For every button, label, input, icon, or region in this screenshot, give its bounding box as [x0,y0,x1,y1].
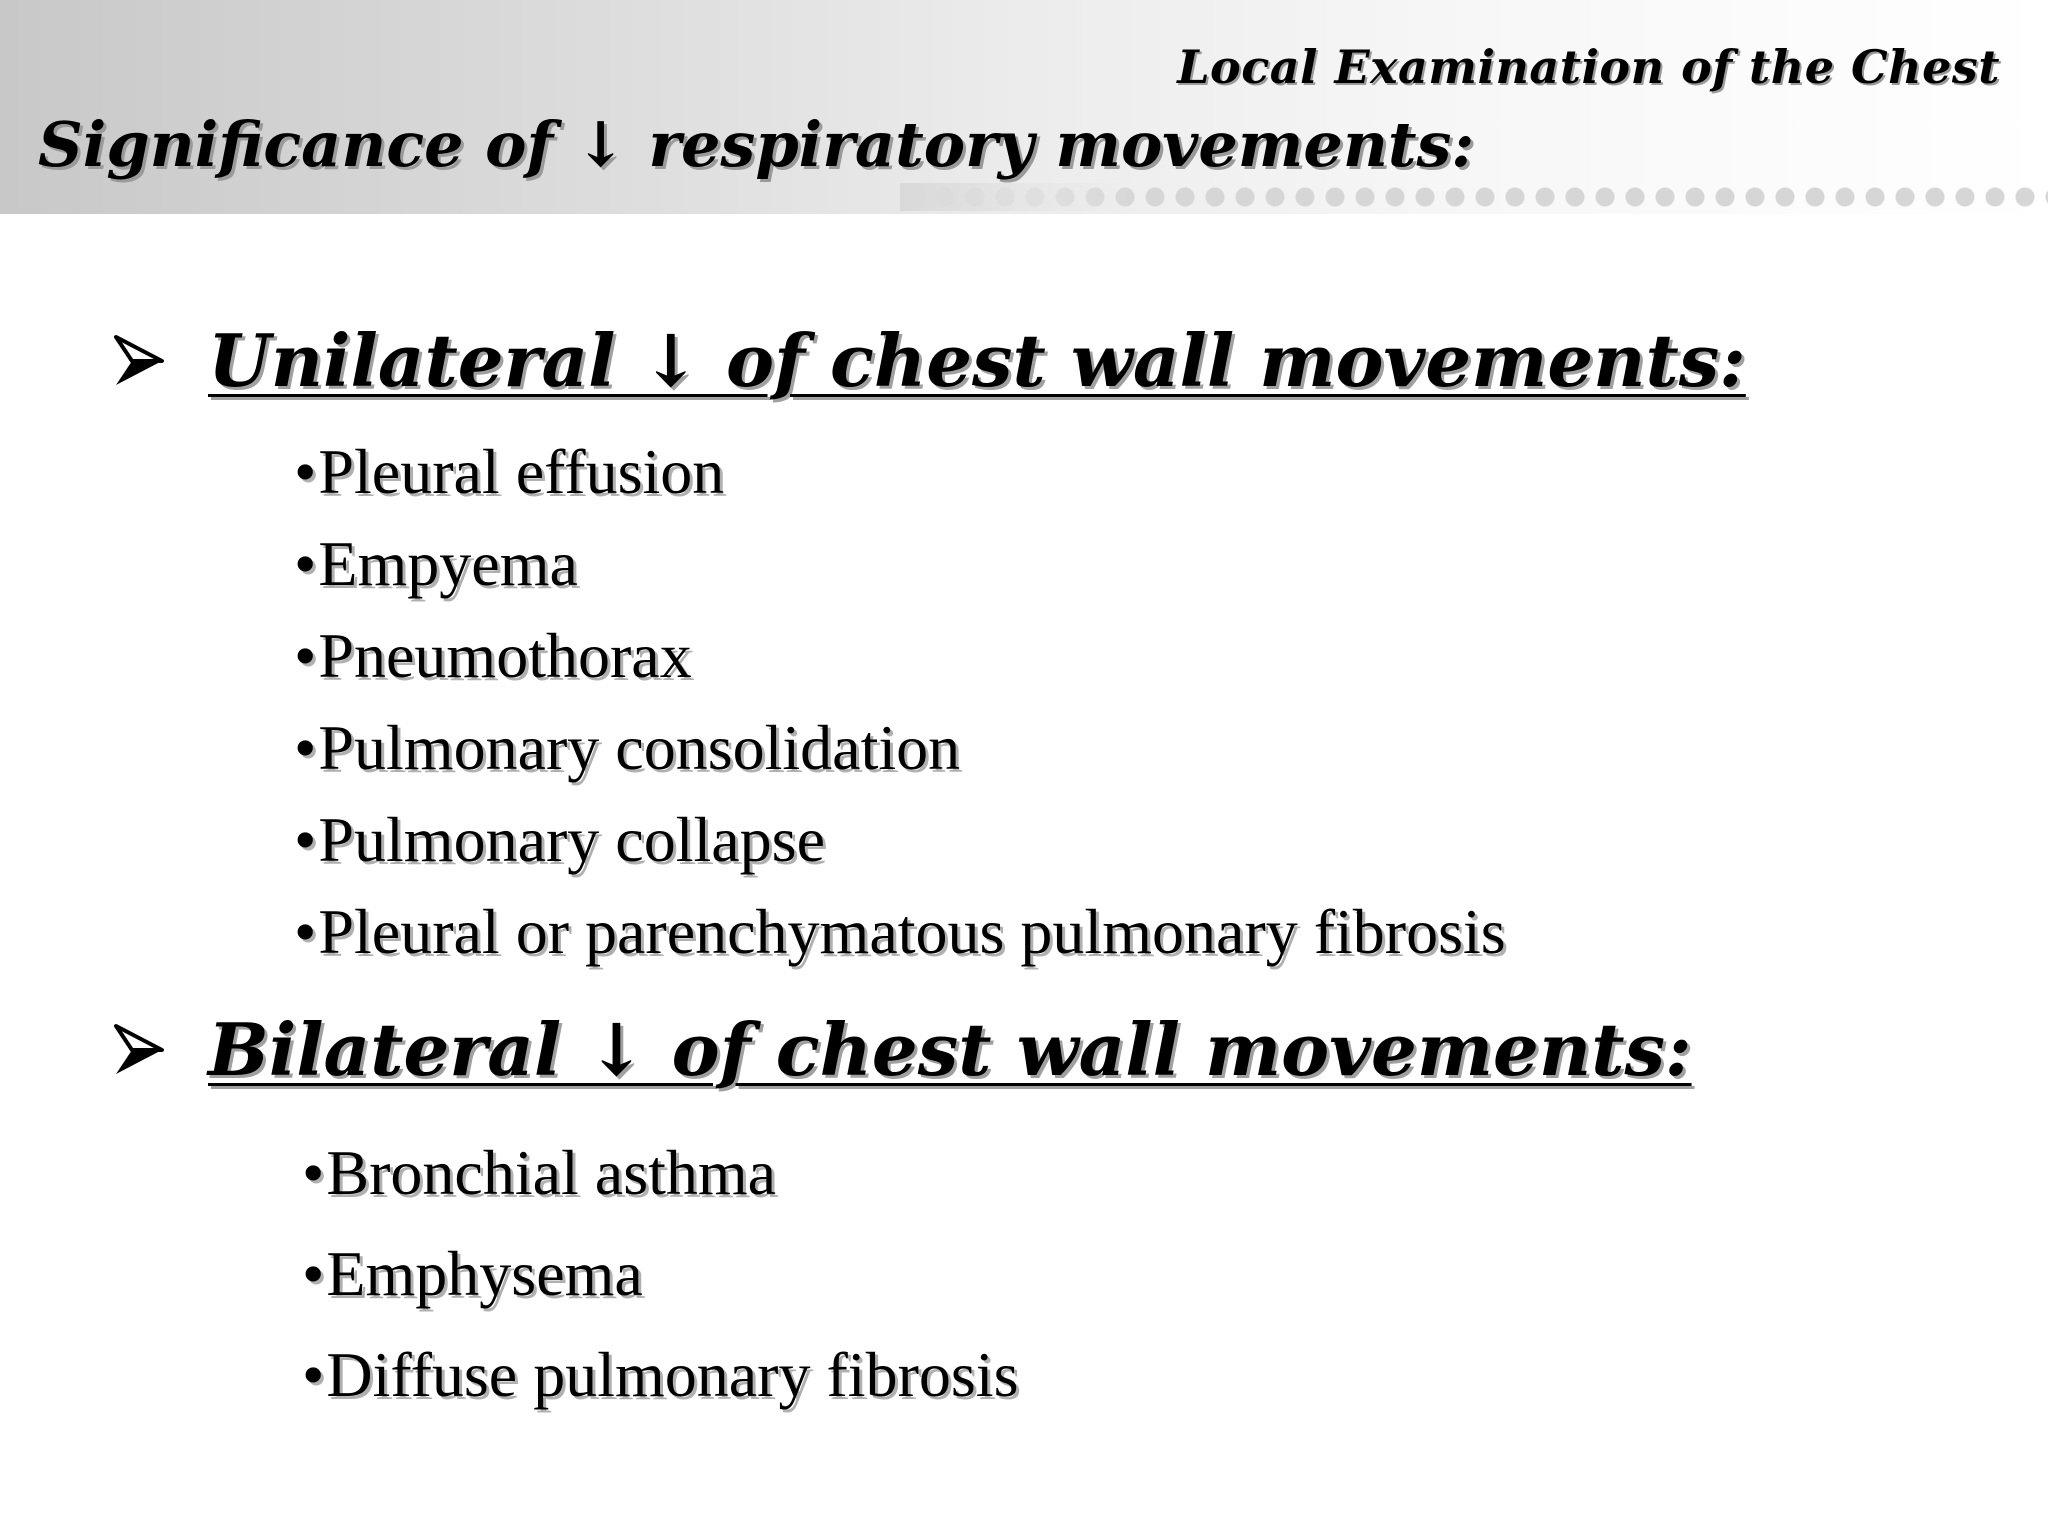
course-title: Local Examination of the Chest [1177,40,2000,94]
section-header [110,1007,1692,1092]
list-item: • Pleural effusion [294,426,1506,518]
arrow-bullet-icon [110,333,166,389]
list-item: • Emphysema [302,1223,1018,1324]
list-item: • Diffuse pulmonary fibrosis [302,1324,1018,1425]
condition-list [302,1122,1018,1425]
decorative-dot-fade [900,183,1140,211]
condition-list [294,426,1506,978]
slide-title: Significance of ↓ respiratory movements: [38,108,1475,181]
arrow-bullet-icon [110,1022,166,1078]
list-item: • Bronchial asthma [302,1122,1018,1223]
list-item: • Pneumothorax [294,610,1506,702]
list-item: • Pulmonary consolidation [294,702,1506,794]
section-heading: Unilateral ↓ of chest wall movements: [208,318,1746,403]
section-header [110,318,1746,403]
section-heading: Bilateral ↓ of chest wall movements: [208,1007,1692,1092]
list-item: • Empyema [294,518,1506,610]
section-unilateral [110,318,1746,967]
list-item: • Pulmonary collapse [294,794,1506,886]
section-bilateral [110,1007,1692,1410]
header-band [0,0,2048,214]
list-item: • Pleural or parenchymatous pulmonary fibrosis [294,886,1506,978]
